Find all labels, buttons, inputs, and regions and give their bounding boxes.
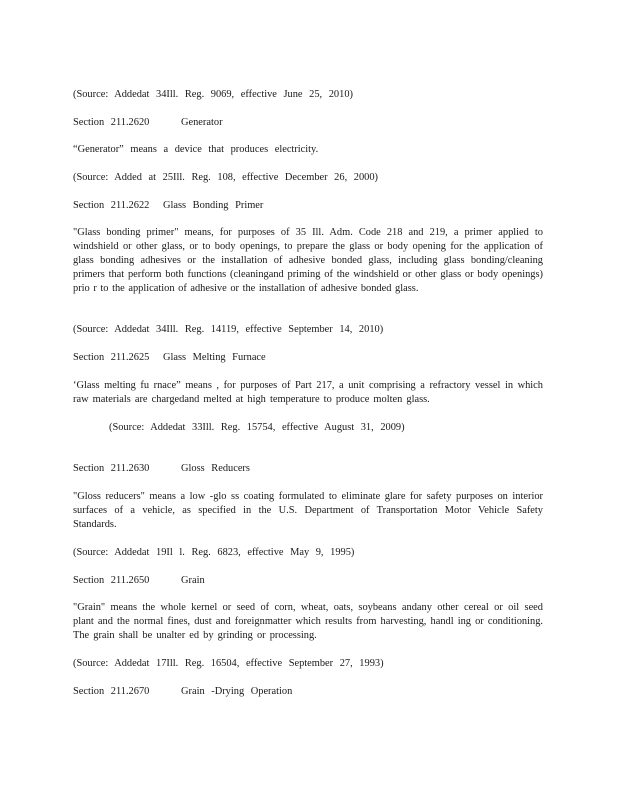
section-heading: [73, 685, 293, 699]
definition-text: ‘Glass melting fu rnace” means , for purposes of Part 217, a unit comprising a refractory vessel in which raw materials are chargedand melted at high temperature to produce molten glass.: [73, 380, 543, 405]
section-title: Generator: [181, 117, 223, 128]
section-number: Section 211.2650: [73, 575, 150, 586]
section-title: Glass Bonding Primer: [163, 200, 264, 211]
definition-text: "Grain" means the whole kernel or seed of corn, wheat, oats, soybeans andany other cereal or oil seed plant and the normal fines, dust and foreignmatter which results from harvesting, handl ing or conditioning. The grain shall be unalter ed by grinding or processing.: [73, 602, 543, 641]
section-heading: [73, 116, 223, 130]
section-number: Section 211.2670: [73, 686, 150, 697]
section-heading: [73, 351, 266, 365]
section-heading: [73, 462, 250, 476]
section-number: Section 211.2625: [73, 352, 150, 363]
section-title: Glass Melting Furnace: [163, 352, 266, 363]
source-note: (Source: Addedat 17Ill. Reg. 16504, effective September 27, 1993): [73, 658, 384, 669]
section-heading: [73, 574, 205, 588]
source-note: (Source: Addedat 33Ill. Reg. 15754, effective August 31, 2009): [109, 422, 405, 433]
definition-text: "Gloss reducers" means a low -glo ss coating formulated to eliminate glare for safety purposes on interior surfaces of a vehicle, as specified in the U.S. Department of Transportation Motor Vehicle Safety Standards.: [73, 491, 543, 530]
definition-text: “Generator” means a device that produces electricity.: [73, 144, 319, 155]
section-number: Section 211.2620: [73, 117, 150, 128]
source-note: (Source: Addedat 34Ill. Reg. 14119, effective September 14, 2010): [73, 324, 384, 335]
section-number: Section 211.2622: [73, 200, 150, 211]
section-title: Gloss Reducers: [181, 463, 250, 474]
section-title: Grain: [181, 575, 205, 586]
section-title: Grain -Drying Operation: [181, 686, 293, 697]
source-note: (Source: Added at 25Ill. Reg. 108, effective December 26, 2000): [73, 172, 379, 183]
definition-text: "Glass bonding primer" means, for purposes of 35 Ill. Adm. Code 218 and 219, a primer applied to windshield or other glass, or to body openings, to prepare the glass or body opening for the application of glass bonding adhesives or the installation of adhesive bonded glass, including glass bonding/cleaning primers that perform both functions (cleaningand priming of the windshield or other glass or body openings) prio r to the application of adhesive or the installation of adhesive bonded glass.: [73, 227, 543, 294]
source-note: (Source: Addedat 34Ill. Reg. 9069, effective June 25, 2010): [73, 89, 353, 100]
section-number: Section 211.2630: [73, 463, 150, 474]
section-heading: [73, 199, 264, 213]
source-note: (Source: Addedat 19Il l. Reg. 6823, effective May 9, 1995): [73, 547, 355, 558]
